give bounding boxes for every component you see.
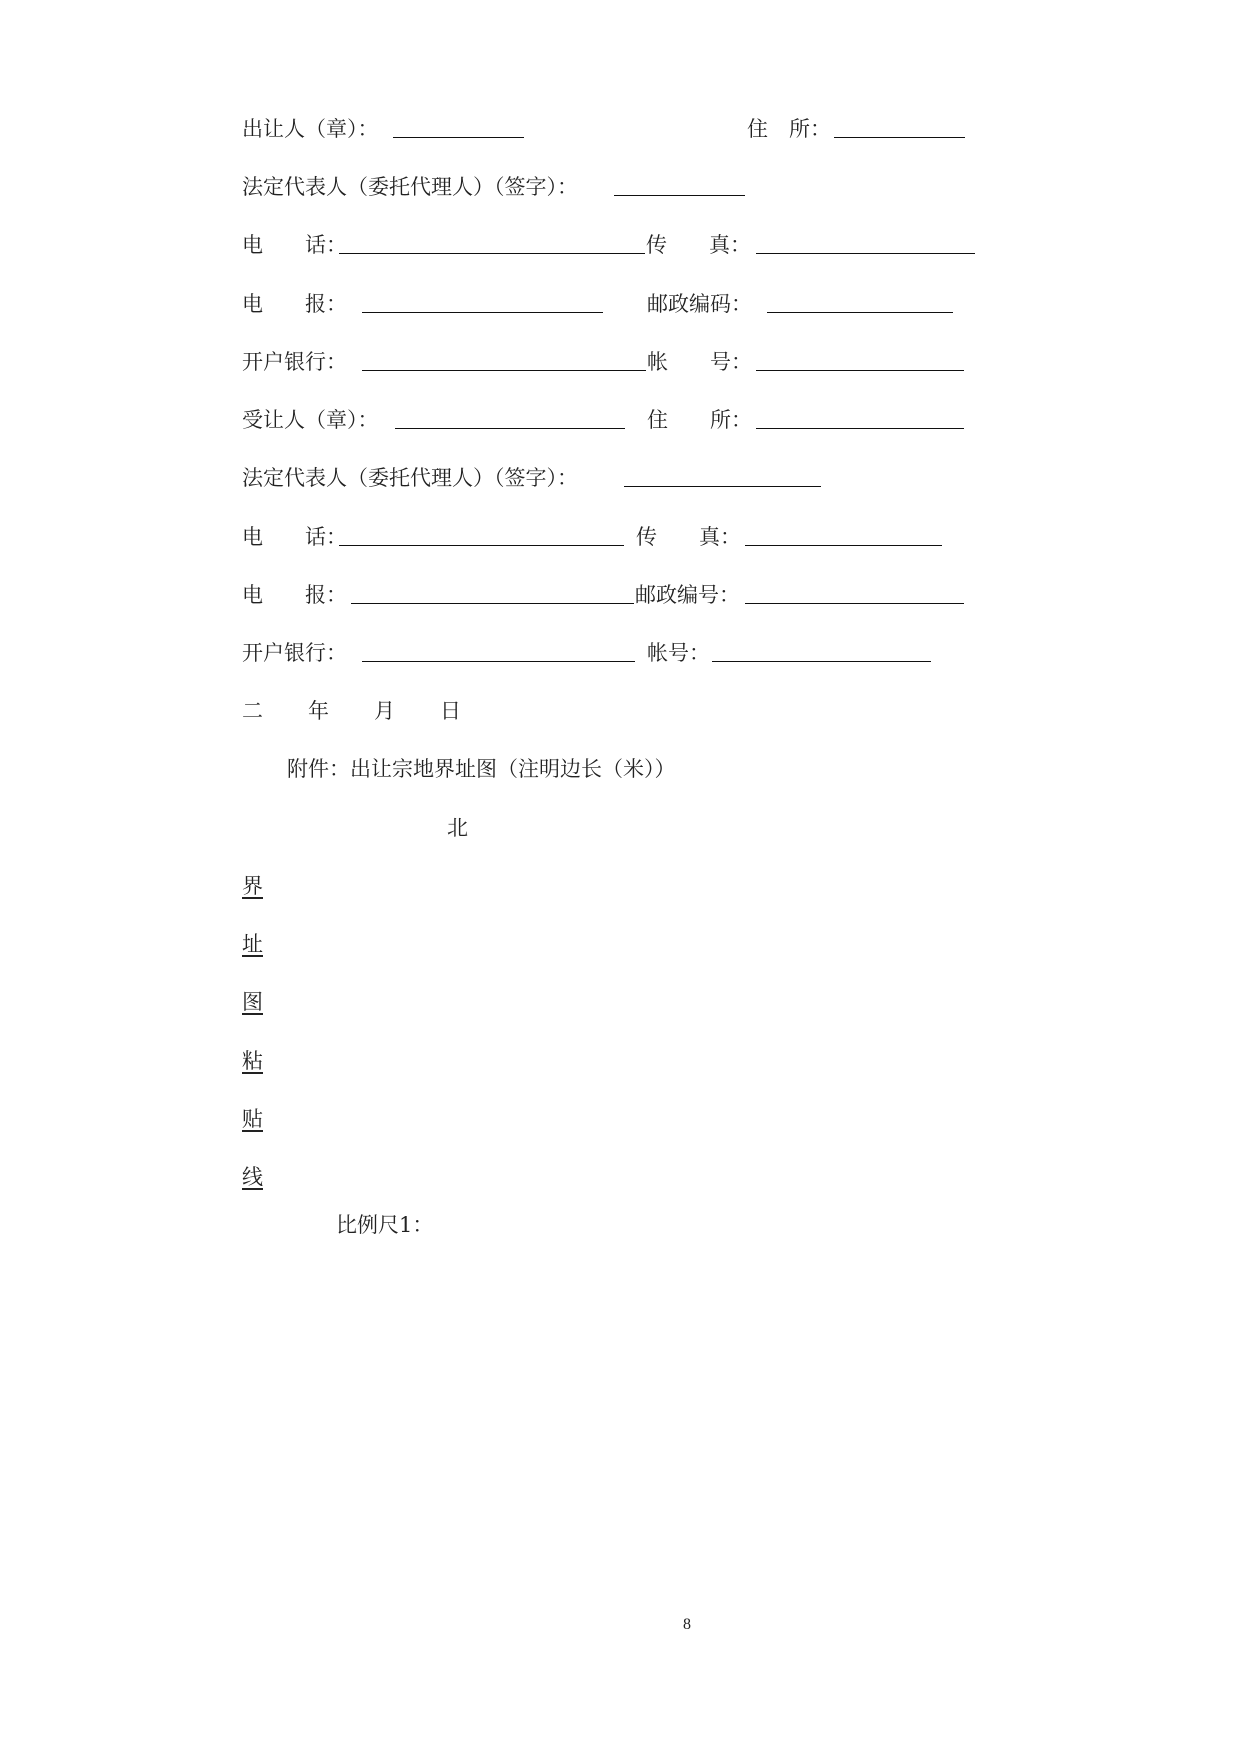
seller-telegram-label: 电 报： bbox=[242, 292, 347, 316]
buyer-account-field[interactable] bbox=[712, 661, 931, 662]
buyer-rep-label: 法定代表人（委托代理人）（签字）： bbox=[242, 466, 578, 490]
buyer-telegram-label: 电 报： bbox=[242, 583, 347, 607]
vertical-char-4: 粘 bbox=[242, 1049, 263, 1073]
seller-fax-label: 传 真： bbox=[646, 233, 751, 257]
buyer-name-field[interactable] bbox=[395, 428, 625, 429]
buyer-telegram-field[interactable] bbox=[351, 603, 634, 604]
seller-account-label: 帐 号： bbox=[647, 350, 752, 374]
seller-rep-field[interactable] bbox=[614, 195, 745, 196]
date-day: 日 bbox=[440, 699, 461, 723]
buyer-phone-field[interactable] bbox=[339, 545, 624, 546]
seller-name-field[interactable] bbox=[393, 137, 524, 138]
seller-rep-label: 法定代表人（委托代理人）（签字）： bbox=[242, 175, 578, 199]
buyer-phone-label: 电 话： bbox=[242, 525, 347, 549]
north-label: 北 bbox=[447, 816, 468, 840]
seller-name-label: 出让人（章）： bbox=[242, 117, 379, 141]
scale-label: 比例尺1： bbox=[336, 1213, 434, 1237]
buyer-address-field[interactable] bbox=[756, 428, 964, 429]
seller-phone-label: 电 话： bbox=[242, 233, 347, 257]
date-year: 年 bbox=[308, 699, 329, 723]
seller-phone-field[interactable] bbox=[339, 253, 645, 254]
buyer-bank-field[interactable] bbox=[362, 661, 635, 662]
vertical-char-6: 线 bbox=[242, 1165, 263, 1189]
seller-account-field[interactable] bbox=[756, 370, 964, 371]
seller-fax-field[interactable] bbox=[756, 253, 975, 254]
vertical-char-3: 图 bbox=[242, 990, 263, 1014]
buyer-fax-label: 传 真： bbox=[636, 525, 741, 549]
seller-bank-label: 开户银行： bbox=[242, 350, 347, 374]
seller-address-field[interactable] bbox=[834, 137, 965, 138]
seller-telegram-field[interactable] bbox=[362, 312, 603, 313]
vertical-char-5: 贴 bbox=[242, 1107, 263, 1131]
date-year-prefix: 二 bbox=[242, 699, 263, 723]
date-month: 月 bbox=[374, 699, 395, 723]
buyer-account-label: 帐号： bbox=[647, 641, 710, 665]
buyer-address-label: 住 所： bbox=[647, 408, 752, 432]
seller-postcode-field[interactable] bbox=[767, 312, 953, 313]
seller-bank-field[interactable] bbox=[362, 370, 646, 371]
buyer-postcode-label: 邮政编号： bbox=[635, 583, 740, 607]
buyer-postcode-field[interactable] bbox=[745, 603, 964, 604]
attachment-title: 附件：出让宗地界址图（注明边长（米）） bbox=[287, 757, 676, 781]
buyer-fax-field[interactable] bbox=[745, 545, 942, 546]
page-number: 8 bbox=[683, 1616, 691, 1633]
vertical-char-2: 址 bbox=[242, 932, 263, 956]
buyer-bank-label: 开户银行： bbox=[242, 641, 347, 665]
buyer-rep-field[interactable] bbox=[624, 486, 821, 487]
buyer-name-label: 受让人（章）： bbox=[242, 408, 379, 432]
vertical-char-1: 界 bbox=[242, 874, 263, 898]
seller-postcode-label: 邮政编码： bbox=[647, 292, 752, 316]
seller-address-label: 住 所： bbox=[747, 117, 831, 141]
